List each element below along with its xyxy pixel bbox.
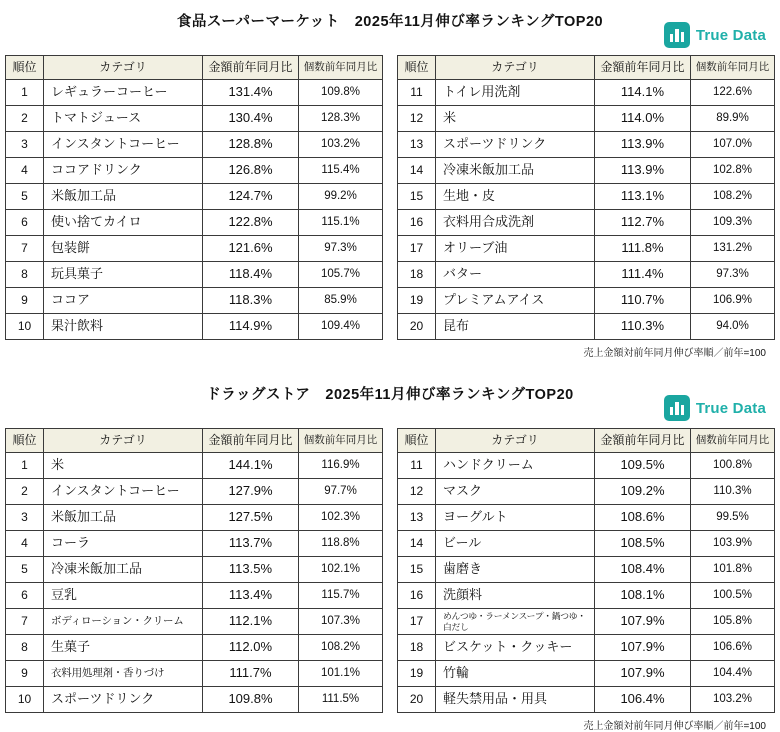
cell-amount: 113.4% [203, 583, 299, 609]
section-drugstore [0, 373, 780, 732]
cell-quantity: 101.8% [691, 557, 775, 583]
table-row [6, 184, 383, 210]
cell-category: 竹輪 [436, 661, 595, 687]
cell-quantity: 104.4% [691, 661, 775, 687]
table-row [398, 531, 775, 557]
cell-quantity: 115.7% [299, 583, 383, 609]
cell-quantity: 108.2% [299, 635, 383, 661]
cell-category: 冷凍米飯加工品 [44, 557, 203, 583]
table-row [6, 557, 383, 583]
cell-category: 生地・皮 [436, 184, 595, 210]
cell-rank: 1 [6, 80, 44, 106]
cell-quantity: 107.3% [299, 609, 383, 635]
cell-amount: 118.3% [203, 288, 299, 314]
col-quantity: 個数前年同月比 [299, 429, 383, 453]
cell-category: 米飯加工品 [44, 505, 203, 531]
table-row [6, 505, 383, 531]
table-row [398, 479, 775, 505]
table-row [6, 687, 383, 713]
cell-rank: 18 [398, 262, 436, 288]
table-row [398, 132, 775, 158]
cell-amount: 131.4% [203, 80, 299, 106]
cell-amount: 113.1% [595, 184, 691, 210]
cell-category: 米飯加工品 [44, 184, 203, 210]
cell-rank: 10 [6, 687, 44, 713]
cell-amount: 110.3% [595, 314, 691, 340]
rank-table-left [5, 428, 383, 713]
table-row [6, 453, 383, 479]
cell-quantity: 106.9% [691, 288, 775, 314]
cell-category: マスク [436, 479, 595, 505]
table-row [398, 236, 775, 262]
cell-quantity: 103.9% [691, 531, 775, 557]
cell-rank: 19 [398, 288, 436, 314]
brand-name: True Data [695, 26, 766, 44]
cell-category: 衣料用処理剤・香りづけ [44, 661, 203, 687]
col-category: カテゴリ [436, 429, 595, 453]
cell-amount: 109.5% [595, 453, 691, 479]
rank-table-left [5, 55, 383, 340]
table-row [6, 314, 383, 340]
col-category: カテゴリ [44, 429, 203, 453]
cell-category: バター [436, 262, 595, 288]
cell-category: プレミアムアイス [436, 288, 595, 314]
cell-amount: 109.2% [595, 479, 691, 505]
table-row [6, 661, 383, 687]
cell-category: スポーツドリンク [44, 687, 203, 713]
table-row [398, 262, 775, 288]
cell-category: インスタントコーヒー [44, 132, 203, 158]
cell-amount: 127.5% [203, 505, 299, 531]
cell-quantity: 101.1% [299, 661, 383, 687]
cell-category: 玩具菓子 [44, 262, 203, 288]
cell-amount: 112.1% [203, 609, 299, 635]
tables-supermarket [0, 55, 780, 340]
section-title: 食品スーパーマーケット 2025年11月伸び率ランキングTOP20 [176, 14, 604, 30]
cell-rank: 3 [6, 132, 44, 158]
cell-rank: 4 [6, 158, 44, 184]
table-row [6, 583, 383, 609]
table-row [398, 314, 775, 340]
cell-quantity: 99.2% [299, 184, 383, 210]
tables-drugstore [0, 428, 780, 713]
table-row [398, 609, 775, 635]
cell-quantity: 102.1% [299, 557, 383, 583]
cell-quantity: 102.3% [299, 505, 383, 531]
cell-rank: 4 [6, 531, 44, 557]
cell-amount: 127.9% [203, 479, 299, 505]
cell-rank: 20 [398, 314, 436, 340]
cell-quantity: 94.0% [691, 314, 775, 340]
cell-category: 昆布 [436, 314, 595, 340]
cell-amount: 108.1% [595, 583, 691, 609]
cell-rank: 6 [6, 583, 44, 609]
cell-amount: 112.0% [203, 635, 299, 661]
table-row [6, 288, 383, 314]
cell-quantity: 131.2% [691, 236, 775, 262]
table-row [398, 184, 775, 210]
cell-amount: 126.8% [203, 158, 299, 184]
table-row [6, 106, 383, 132]
table-row [398, 158, 775, 184]
col-category: カテゴリ [44, 56, 203, 80]
cell-rank: 18 [398, 635, 436, 661]
table-row [6, 531, 383, 557]
cell-amount: 110.7% [595, 288, 691, 314]
cell-quantity: 118.8% [299, 531, 383, 557]
cell-amount: 111.7% [203, 661, 299, 687]
table-row [398, 505, 775, 531]
cell-quantity: 97.7% [299, 479, 383, 505]
table-row [6, 132, 383, 158]
cell-category: 果汁飲料 [44, 314, 203, 340]
cell-rank: 20 [398, 687, 436, 713]
cell-rank: 12 [398, 479, 436, 505]
cell-amount: 130.4% [203, 106, 299, 132]
cell-amount: 107.9% [595, 635, 691, 661]
cell-rank: 17 [398, 609, 436, 635]
cell-quantity: 109.3% [691, 210, 775, 236]
cell-category: 米 [436, 106, 595, 132]
cell-category: 冷凍米飯加工品 [436, 158, 595, 184]
cell-rank: 15 [398, 184, 436, 210]
col-quantity: 個数前年同月比 [299, 56, 383, 80]
cell-quantity: 106.6% [691, 635, 775, 661]
cell-category: トイレ用洗剤 [436, 80, 595, 106]
col-rank: 順位 [398, 56, 436, 80]
table-row [398, 583, 775, 609]
cell-quantity: 110.3% [691, 479, 775, 505]
cell-rank: 11 [398, 80, 436, 106]
col-rank: 順位 [6, 56, 44, 80]
table-row [6, 479, 383, 505]
cell-amount: 122.8% [203, 210, 299, 236]
cell-amount: 118.4% [203, 262, 299, 288]
table-header-row [398, 429, 775, 453]
cell-category: ハンドクリーム [436, 453, 595, 479]
cell-category: 包装餅 [44, 236, 203, 262]
cell-quantity: 97.3% [299, 236, 383, 262]
table-row [398, 661, 775, 687]
cell-rank: 8 [6, 635, 44, 661]
cell-quantity: 103.2% [299, 132, 383, 158]
cell-category: レギュラーコーヒー [44, 80, 203, 106]
cell-quantity: 107.0% [691, 132, 775, 158]
table-row [398, 453, 775, 479]
cell-rank: 13 [398, 505, 436, 531]
cell-category: ボディローション・クリーム [44, 609, 203, 635]
cell-rank: 19 [398, 661, 436, 687]
footnote: 売上金額対前年同月伸び率順／前年=100 [583, 721, 766, 732]
cell-category: 生菓子 [44, 635, 203, 661]
table-header-row [6, 429, 383, 453]
table-row [398, 557, 775, 583]
rank-table-right [397, 428, 775, 713]
cell-amount: 121.6% [203, 236, 299, 262]
cell-quantity: 122.6% [691, 80, 775, 106]
cell-amount: 144.1% [203, 453, 299, 479]
col-amount: 金額前年同月比 [203, 56, 299, 80]
cell-rank: 9 [6, 661, 44, 687]
table-header-row [398, 56, 775, 80]
col-amount: 金額前年同月比 [203, 429, 299, 453]
cell-quantity: 89.9% [691, 106, 775, 132]
cell-quantity: 115.1% [299, 210, 383, 236]
cell-quantity: 97.3% [691, 262, 775, 288]
cell-quantity: 108.2% [691, 184, 775, 210]
brand-logo [664, 395, 766, 421]
table-row [398, 687, 775, 713]
cell-amount: 109.8% [203, 687, 299, 713]
cell-rank: 15 [398, 557, 436, 583]
table-row [398, 210, 775, 236]
cell-amount: 128.8% [203, 132, 299, 158]
cell-quantity: 100.5% [691, 583, 775, 609]
cell-amount: 107.9% [595, 609, 691, 635]
cell-rank: 3 [6, 505, 44, 531]
table-row [6, 262, 383, 288]
cell-amount: 113.9% [595, 158, 691, 184]
brand-logo [664, 22, 766, 48]
cell-amount: 113.9% [595, 132, 691, 158]
cell-quantity: 128.3% [299, 106, 383, 132]
cell-amount: 114.9% [203, 314, 299, 340]
cell-rank: 10 [6, 314, 44, 340]
cell-quantity: 109.4% [299, 314, 383, 340]
cell-quantity: 103.2% [691, 687, 775, 713]
table-row [6, 635, 383, 661]
cell-quantity: 111.5% [299, 687, 383, 713]
cell-category: スポーツドリンク [436, 132, 595, 158]
cell-amount: 114.1% [595, 80, 691, 106]
cell-quantity: 109.8% [299, 80, 383, 106]
cell-amount: 112.7% [595, 210, 691, 236]
cell-rank: 14 [398, 158, 436, 184]
cell-rank: 7 [6, 236, 44, 262]
bar-chart-icon [664, 395, 690, 421]
cell-amount: 107.9% [595, 661, 691, 687]
cell-category: 歯磨き [436, 557, 595, 583]
cell-rank: 13 [398, 132, 436, 158]
rank-table-right [397, 55, 775, 340]
cell-rank: 6 [6, 210, 44, 236]
table-row [6, 210, 383, 236]
cell-rank: 1 [6, 453, 44, 479]
table-row [398, 80, 775, 106]
cell-quantity: 99.5% [691, 505, 775, 531]
cell-rank: 5 [6, 557, 44, 583]
cell-amount: 108.5% [595, 531, 691, 557]
section-supermarket [0, 0, 780, 359]
table-header-row [6, 56, 383, 80]
cell-rank: 2 [6, 106, 44, 132]
col-quantity: 個数前年同月比 [691, 429, 775, 453]
cell-amount: 111.4% [595, 262, 691, 288]
cell-category: ビール [436, 531, 595, 557]
cell-rank: 9 [6, 288, 44, 314]
cell-amount: 124.7% [203, 184, 299, 210]
cell-category: 使い捨てカイロ [44, 210, 203, 236]
bar-chart-icon [664, 22, 690, 48]
cell-quantity: 85.9% [299, 288, 383, 314]
cell-category: 豆乳 [44, 583, 203, 609]
cell-amount: 111.8% [595, 236, 691, 262]
cell-quantity: 115.4% [299, 158, 383, 184]
cell-category: 軽失禁用品・用具 [436, 687, 595, 713]
cell-category: ヨーグルト [436, 505, 595, 531]
cell-rank: 12 [398, 106, 436, 132]
table-row [6, 609, 383, 635]
table-row [398, 288, 775, 314]
col-rank: 順位 [6, 429, 44, 453]
cell-quantity: 102.8% [691, 158, 775, 184]
col-amount: 金額前年同月比 [595, 429, 691, 453]
col-rank: 順位 [398, 429, 436, 453]
col-quantity: 個数前年同月比 [691, 56, 775, 80]
cell-rank: 5 [6, 184, 44, 210]
col-category: カテゴリ [436, 56, 595, 80]
cell-category: コーラ [44, 531, 203, 557]
cell-quantity: 100.8% [691, 453, 775, 479]
cell-quantity: 105.7% [299, 262, 383, 288]
cell-amount: 114.0% [595, 106, 691, 132]
cell-category: 洗顔料 [436, 583, 595, 609]
cell-amount: 108.4% [595, 557, 691, 583]
section-title: ドラッグストア 2025年11月伸び率ランキングTOP20 [206, 387, 574, 403]
table-row [398, 106, 775, 132]
cell-rank: 7 [6, 609, 44, 635]
cell-rank: 17 [398, 236, 436, 262]
cell-rank: 11 [398, 453, 436, 479]
col-amount: 金額前年同月比 [595, 56, 691, 80]
cell-amount: 113.5% [203, 557, 299, 583]
cell-rank: 16 [398, 583, 436, 609]
cell-amount: 108.6% [595, 505, 691, 531]
table-row [6, 80, 383, 106]
cell-category: オリーブ油 [436, 236, 595, 262]
cell-rank: 14 [398, 531, 436, 557]
cell-category: めんつゆ・ラーメンスープ・鍋つゆ・白だし [436, 609, 595, 635]
cell-category: ビスケット・クッキー [436, 635, 595, 661]
cell-category: ココア [44, 288, 203, 314]
brand-name: True Data [695, 399, 766, 417]
cell-category: インスタントコーヒー [44, 479, 203, 505]
cell-category: ココアドリンク [44, 158, 203, 184]
cell-rank: 16 [398, 210, 436, 236]
cell-amount: 106.4% [595, 687, 691, 713]
table-row [6, 158, 383, 184]
cell-quantity: 105.8% [691, 609, 775, 635]
cell-category: トマトジュース [44, 106, 203, 132]
table-row [398, 635, 775, 661]
cell-amount: 113.7% [203, 531, 299, 557]
cell-category: 米 [44, 453, 203, 479]
table-row [6, 236, 383, 262]
cell-rank: 8 [6, 262, 44, 288]
cell-category: 衣料用合成洗剤 [436, 210, 595, 236]
footnote: 売上金額対前年同月伸び率順／前年=100 [583, 348, 766, 359]
cell-rank: 2 [6, 479, 44, 505]
cell-quantity: 116.9% [299, 453, 383, 479]
